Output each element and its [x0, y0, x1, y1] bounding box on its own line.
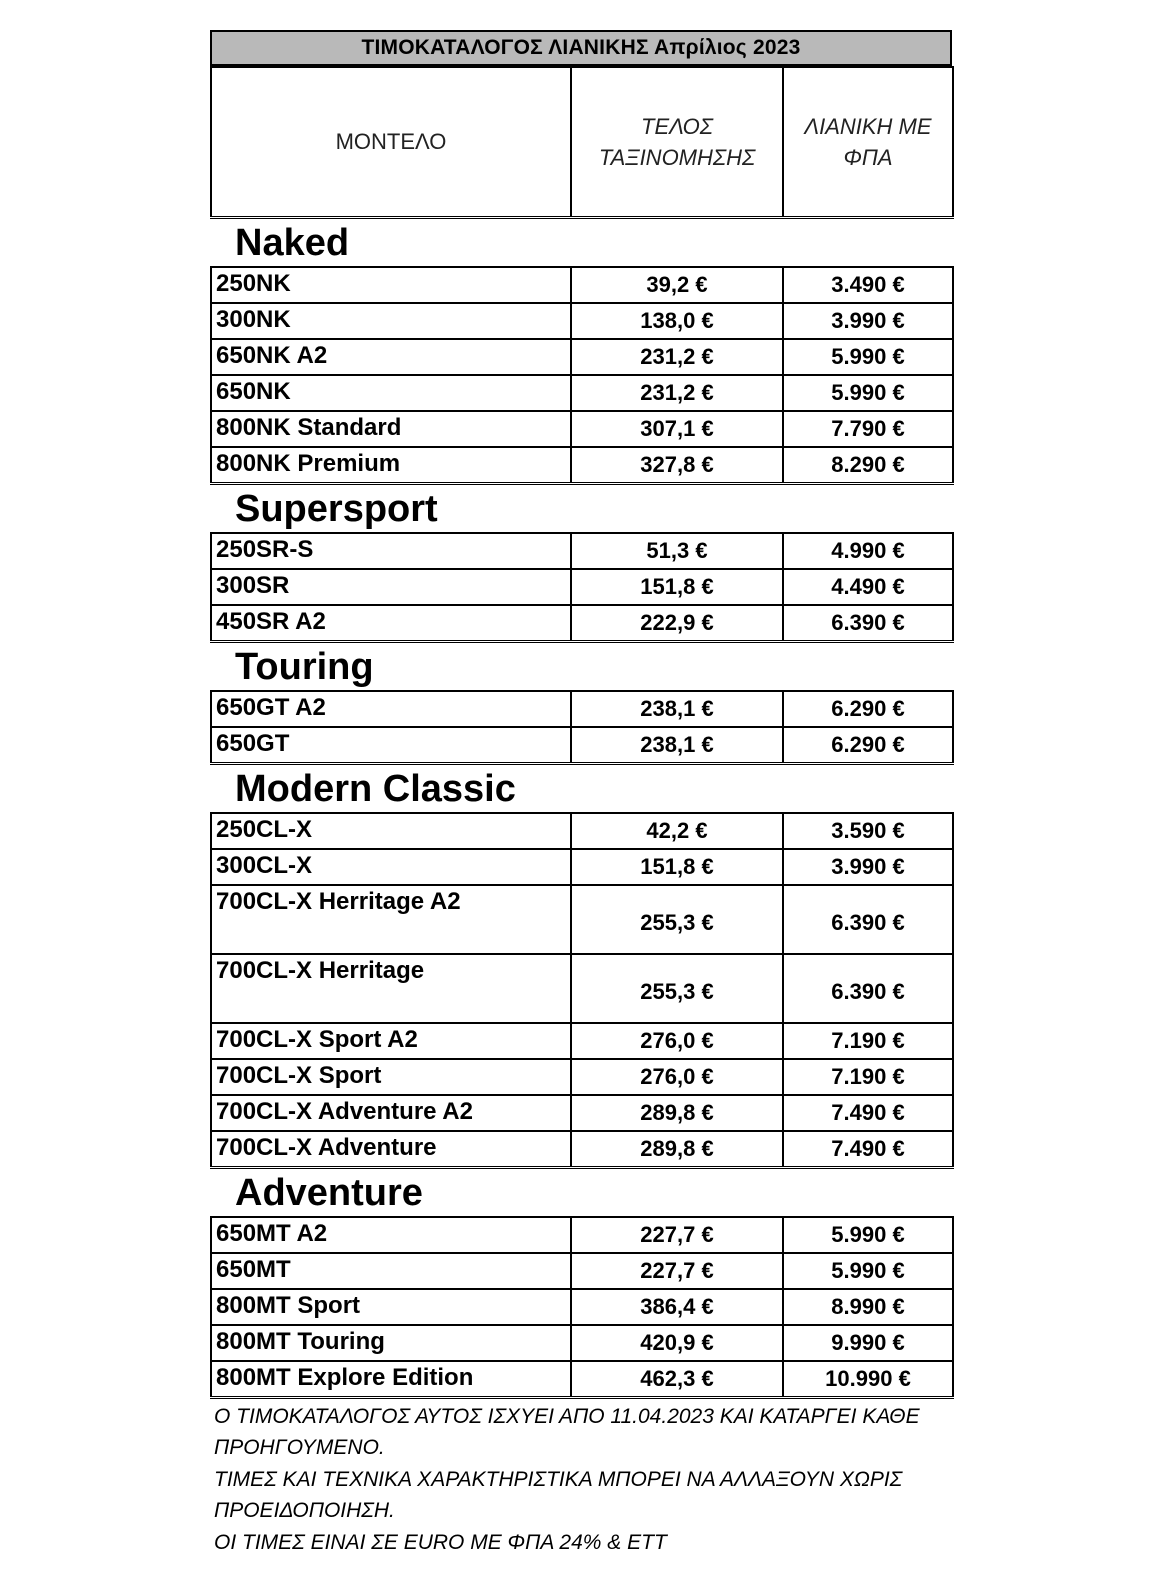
table-row	[211, 1361, 953, 1397]
retail-price-cell: 8.290 €	[783, 447, 953, 483]
table-row	[211, 1253, 953, 1289]
price-table	[210, 66, 954, 1399]
model-cell: 650GT A2	[211, 691, 571, 727]
table-row	[211, 1217, 953, 1253]
table-row	[211, 1095, 953, 1131]
model-cell: 700CL-X Herritage	[211, 954, 571, 1023]
category-row	[211, 217, 953, 267]
table-row	[211, 691, 953, 727]
retail-price-cell: 6.290 €	[783, 727, 953, 763]
price-list-title	[210, 30, 952, 66]
retail-price-cell: 10.990 €	[783, 1361, 953, 1397]
retail-price-cell: 7.190 €	[783, 1059, 953, 1095]
retail-price-cell: 4.490 €	[783, 569, 953, 605]
retail-price-cell: 5.990 €	[783, 1253, 953, 1289]
table-row	[211, 605, 953, 641]
retail-price-cell: 3.590 €	[783, 813, 953, 849]
category-row	[211, 1167, 953, 1217]
model-cell: 650NK A2	[211, 339, 571, 375]
table-row	[211, 411, 953, 447]
model-cell: 650NK	[211, 375, 571, 411]
category-heading: Touring	[211, 641, 953, 691]
model-cell: 700CL-X Sport	[211, 1059, 571, 1095]
registration-fee-cell: 39,2 €	[571, 267, 783, 303]
model-cell: 650MT A2	[211, 1217, 571, 1253]
registration-fee-cell: 238,1 €	[571, 727, 783, 763]
model-cell: 650GT	[211, 727, 571, 763]
registration-fee-cell: 289,8 €	[571, 1131, 783, 1167]
registration-fee-cell: 51,3 €	[571, 533, 783, 569]
table-row	[211, 813, 953, 849]
table-row	[211, 267, 953, 303]
retail-price-cell: 4.990 €	[783, 533, 953, 569]
model-cell: 800NK Standard	[211, 411, 571, 447]
column-header-row	[211, 67, 953, 217]
registration-fee-cell: 227,7 €	[571, 1253, 783, 1289]
table-row	[211, 954, 953, 1023]
column-header-retail-price: ΛΙΑΝΙΚΗ ΜΕ ΦΠΑ	[783, 67, 953, 217]
registration-fee-cell: 289,8 €	[571, 1095, 783, 1131]
retail-price-cell: 6.390 €	[783, 885, 953, 954]
model-cell: 300CL-X	[211, 849, 571, 885]
footnote-line: ΟΙ ΤΙΜΕΣ ΕΙΝΑΙ ΣΕ EURO ΜΕ ΦΠΑ 24% & ΕΤΤ	[214, 1530, 667, 1554]
category-row	[211, 763, 953, 813]
retail-price-cell: 6.290 €	[783, 691, 953, 727]
model-cell: 250NK	[211, 267, 571, 303]
column-header-model: ΜΟΝΤΕΛΟ	[211, 67, 571, 217]
registration-fee-cell: 138,0 €	[571, 303, 783, 339]
retail-price-cell: 7.490 €	[783, 1095, 953, 1131]
price-table-body	[211, 67, 953, 1397]
registration-fee-cell: 151,8 €	[571, 849, 783, 885]
model-cell: 650MT	[211, 1253, 571, 1289]
model-cell: 300SR	[211, 569, 571, 605]
table-row	[211, 447, 953, 483]
retail-price-cell: 5.990 €	[783, 339, 953, 375]
model-cell: 250CL-X	[211, 813, 571, 849]
model-cell: 800MT Touring	[211, 1325, 571, 1361]
footnote-line: Ο ΤΙΜΟΚΑΤΑΛΟΓΟΣ ΑΥΤΟΣ ΙΣΧΥΕΙ ΑΠΟ 11.04.2023 ΚΑΙ ΚΑΤΑΡΓΕΙ ΚΑΘΕ ΠΡΟΗΓΟΥΜΕΝΟ.	[214, 1404, 920, 1459]
registration-fee-cell: 386,4 €	[571, 1289, 783, 1325]
retail-price-cell: 3.490 €	[783, 267, 953, 303]
table-row	[211, 339, 953, 375]
registration-fee-cell: 276,0 €	[571, 1023, 783, 1059]
model-cell: 700CL-X Adventure	[211, 1131, 571, 1167]
footnote-line: ΤΙΜΕΣ ΚΑΙ ΤΕΧΝΙΚΑ ΧΑΡΑΚΤΗΡΙΣΤΙΚΑ ΜΠΟΡΕΙ ΝΑ ΑΛΛΑΞΟΥΝ ΧΩΡΙΣ ΠΡΟΕΙΔΟΠΟΙΗΣΗ.	[214, 1467, 903, 1522]
retail-price-cell: 7.790 €	[783, 411, 953, 447]
registration-fee-cell: 151,8 €	[571, 569, 783, 605]
retail-price-cell: 7.490 €	[783, 1131, 953, 1167]
registration-fee-cell: 222,9 €	[571, 605, 783, 641]
registration-fee-cell: 231,2 €	[571, 375, 783, 411]
retail-price-cell: 6.390 €	[783, 605, 953, 641]
table-row	[211, 375, 953, 411]
table-row	[211, 1289, 953, 1325]
model-cell: 800MT Explore Edition	[211, 1361, 571, 1397]
registration-fee-cell: 255,3 €	[571, 885, 783, 954]
table-row	[211, 303, 953, 339]
model-cell: 250SR-S	[211, 533, 571, 569]
price-list-title-text: ΤΙΜΟΚΑΤΑΛΟΓΟΣ ΛΙΑΝΙΚΗΣ Απρίλιος 2023	[361, 36, 801, 59]
category-heading: Modern Classic	[211, 763, 953, 813]
model-cell: 800MT Sport	[211, 1289, 571, 1325]
registration-fee-cell: 327,8 €	[571, 447, 783, 483]
registration-fee-cell: 462,3 €	[571, 1361, 783, 1397]
retail-price-cell: 9.990 €	[783, 1325, 953, 1361]
model-cell: 800NK Premium	[211, 447, 571, 483]
footnotes	[210, 1401, 954, 1559]
category-heading: Naked	[211, 217, 953, 267]
table-row	[211, 533, 953, 569]
table-row	[211, 1131, 953, 1167]
category-heading: Adventure	[211, 1167, 953, 1217]
retail-price-cell: 7.190 €	[783, 1023, 953, 1059]
category-row	[211, 641, 953, 691]
retail-price-cell: 3.990 €	[783, 303, 953, 339]
registration-fee-cell: 238,1 €	[571, 691, 783, 727]
retail-price-cell: 6.390 €	[783, 954, 953, 1023]
category-heading: Supersport	[211, 483, 953, 533]
registration-fee-cell: 276,0 €	[571, 1059, 783, 1095]
table-row	[211, 1023, 953, 1059]
price-list-sheet	[210, 30, 952, 1558]
retail-price-cell: 3.990 €	[783, 849, 953, 885]
registration-fee-cell: 255,3 €	[571, 954, 783, 1023]
registration-fee-cell: 420,9 €	[571, 1325, 783, 1361]
registration-fee-cell: 227,7 €	[571, 1217, 783, 1253]
model-cell: 700CL-X Sport A2	[211, 1023, 571, 1059]
model-cell: 700CL-X Adventure A2	[211, 1095, 571, 1131]
table-row	[211, 1325, 953, 1361]
registration-fee-cell: 231,2 €	[571, 339, 783, 375]
registration-fee-cell: 42,2 €	[571, 813, 783, 849]
model-cell: 700CL-X Herritage A2	[211, 885, 571, 954]
model-cell: 450SR A2	[211, 605, 571, 641]
retail-price-cell: 8.990 €	[783, 1289, 953, 1325]
table-row	[211, 1059, 953, 1095]
table-row	[211, 727, 953, 763]
table-row	[211, 885, 953, 954]
category-row	[211, 483, 953, 533]
retail-price-cell: 5.990 €	[783, 375, 953, 411]
model-cell: 300NK	[211, 303, 571, 339]
column-header-registration-fee: ΤΕΛΟΣ ΤΑΞΙΝΟΜΗΣΗΣ	[571, 67, 783, 217]
table-row	[211, 849, 953, 885]
table-row	[211, 569, 953, 605]
registration-fee-cell: 307,1 €	[571, 411, 783, 447]
retail-price-cell: 5.990 €	[783, 1217, 953, 1253]
